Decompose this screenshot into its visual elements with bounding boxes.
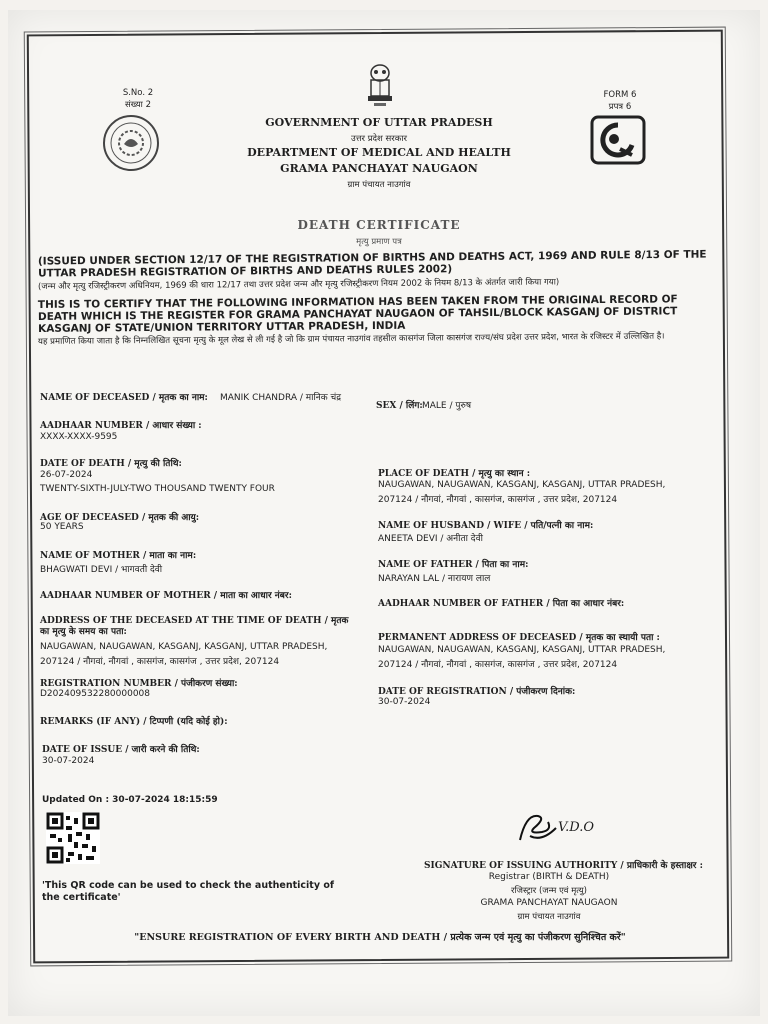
permanent-address-line1: NAUGAWAN, NAUGAWAN, KASGANJ, KASGANJ, UTTAR PRADESH,	[378, 645, 666, 655]
deceased-name-value: MANIK CHANDRA / मानिक चंद्र	[220, 393, 342, 403]
husband-wife-value: ANEETA DEVI / अनीता देवी	[378, 534, 483, 544]
form-number-hindi: प्रपत्र 6	[608, 102, 632, 112]
date-of-death-words: TWENTY-SIXTH-JULY-TWO THOUSAND TWENTY FOUR	[40, 484, 275, 494]
date-of-issue-label: DATE OF ISSUE / जारी करने की तिथि:	[42, 745, 200, 755]
age-value: 50 YEARS	[40, 522, 84, 532]
father-aadhaar-label: AADHAAR NUMBER OF FATHER / पिता का आधार नंबर:	[378, 599, 625, 609]
issued-under-text: (ISSUED UNDER SECTION 12/17 OF THE REGISTRATION OF BIRTHS AND DEATHS ACT, 1969 AND RULE 8/13 OF THE UTTAR PRADESH REGISTRATION OF BIRTHS AND DEATHS RULES 2002)	[37, 248, 707, 280]
remarks-label: REMARKS (IF ANY) / टिप्पणी (यदि कोई हो):	[40, 717, 228, 727]
age-label: AGE OF DECEASED / मृतक की आयु:	[40, 513, 200, 523]
up-government-seal-icon	[102, 114, 160, 172]
registration-date-value: 30-07-2024	[378, 697, 431, 707]
registrar-title-hindi: रजिस्ट्रार (जन्म एवं मृत्यु)	[511, 886, 587, 896]
aadhaar-value: XXXX-XXXX-9595	[40, 432, 118, 442]
mother-aadhaar-label: AADHAAR NUMBER OF MOTHER / माता का आधार नंबर:	[40, 591, 292, 601]
registration-slogan: "ENSURE REGISTRATION OF EVERY BIRTH AND DEATH / प्रत्येक जन्म एवं मृत्यु का पंजीकरण सुनिश्चित करें"	[134, 932, 626, 943]
qr-note: 'This QR code can be used to check the authenticity of the certificate'	[42, 880, 335, 903]
serial-number-hindi: संख्या 2	[125, 100, 151, 110]
date-of-issue-value: 30-07-2024	[42, 756, 95, 766]
sex-label: SEX / लिंग:	[376, 401, 423, 411]
permanent-address-line2: 207124 / नौगवां, नौगवां , कासगंज, कासगंज , उत्तर प्रदेश, 207124	[378, 660, 618, 670]
national-emblem-icon	[360, 64, 400, 110]
updated-on: Updated On : 30-07-2024 18:15:59	[42, 795, 218, 805]
certify-text-hindi: यह प्रमाणित किया जाता है कि निम्नलिखित सूचना मृत्यु के मूल लेख से ली गई है जो कि ग्राम पंचायत नाउगांव तहसील कासगंज जिला कासगंज राज्य/संघ प्रदेश उत्तर प्रदेश, भारत के रजिस्टर में उल्लिखित है।	[37, 331, 665, 347]
date-of-death-label: DATE OF DEATH / मृत्यु की तिथि:	[40, 459, 182, 469]
place-of-death-value-line2: 207124 / नौगवां, नौगवां , कासगंज, कासगंज , उत्तर प्रदेश, 207124	[378, 495, 618, 505]
address-at-death-line1: NAUGAWAN, NAUGAWAN, KASGANJ, KASGANJ, UTTAR PRADESH,	[40, 642, 328, 652]
registrar-title: Registrar (BIRTH & DEATH)	[488, 872, 610, 882]
father-name-label: NAME OF FATHER / पिता का नाम:	[378, 560, 529, 570]
mother-name-value: BHAGWATI DEVI / भागवती देवी	[40, 565, 163, 575]
government-title: GOVERNMENT OF UTTAR PRADESH	[265, 116, 493, 129]
certificate-title: DEATH CERTIFICATE	[297, 218, 461, 232]
sex-value: MALE / पुरुष	[422, 401, 472, 411]
permanent-address-label: PERMANENT ADDRESS OF DECEASED / मृतक का स्थायी पता :	[378, 633, 660, 643]
place-of-death-label: PLACE OF DEATH / मृत्यु का स्थान :	[378, 469, 531, 479]
registration-number-value: D202409532280000008	[40, 689, 150, 699]
deceased-name-label: NAME OF DECEASED / मृतक का नाम:	[40, 393, 208, 403]
panchayat-title-hindi: ग्राम पंचायत नाउगांव	[347, 180, 411, 190]
department-title: DEPARTMENT OF MEDICAL AND HEALTH	[247, 146, 511, 159]
father-name-value: NARAYAN LAL / नारायण लाल	[378, 574, 491, 584]
aadhaar-label: AADHAAR NUMBER / आधार संख्या :	[40, 421, 202, 431]
mother-name-label: NAME OF MOTHER / माता का नाम:	[40, 551, 197, 561]
registration-number-label: REGISTRATION NUMBER / पंजीकरण संख्या:	[40, 679, 238, 689]
signature-vdo: V.D.O	[558, 820, 594, 835]
date-of-death-value: 26-07-2024	[40, 470, 93, 480]
certificate-title-hindi: मृत्यु प्रमाण पत्र	[356, 237, 402, 247]
signature-label: SIGNATURE OF ISSUING AUTHORITY / प्राधिकारी के हस्ताक्षर :	[424, 861, 703, 871]
address-at-death-line2: 207124 / नौगवां, नौगवां , कासगंज, कासगंज , उत्तर प्रदेश, 207124	[40, 657, 280, 667]
issued-under-text-hindi: (जन्म और मृत्यु रजिस्ट्रीकरण अधिनियम, 1969 की धारा 12/17 तथा उत्तर प्रदेश जन्म और मृत्यु रजिस्ट्रीकरण नियम 2002 के नियम 8/13 के अंतर्गत जारी किया गया)	[37, 277, 560, 292]
panchayat-title: GRAMA PANCHAYAT NAUGAON	[280, 162, 478, 175]
serial-number: S.No. 2	[122, 88, 154, 98]
place-of-death-value-line1: NAUGAWAN, NAUGAWAN, KASGANJ, KASGANJ, UTTAR PRADESH,	[378, 480, 666, 490]
certify-text: THIS IS TO CERTIFY THAT THE FOLLOWING INFORMATION HAS BEEN TAKEN FROM THE ORIGINAL RECORD OF DEATH WHICH IS THE REGISTER FOR GRAMA PANCHAYAT NAUGAON OF TAHSIL/BLOCK KASGANJ OF DISTRICT KASGANJ OF STATE/UNION TERRITORY UTTAR PRADESH, INDIA	[37, 293, 678, 335]
registrar-panchayat-hindi: ग्राम पंचायत नाउगांव	[517, 912, 581, 922]
address-at-death-label: ADDRESS OF THE DECEASED AT THE TIME OF DEATH / मृतक का मृत्यु के समय का पता:	[40, 616, 349, 637]
husband-wife-label: NAME OF HUSBAND / WIFE / पति/पत्नी का नाम:	[378, 521, 594, 531]
birth-death-logo-icon	[590, 115, 646, 165]
government-title-hindi: उत्तर प्रदेश सरकार	[351, 134, 407, 144]
registrar-panchayat: GRAMA PANCHAYAT NAUGAON	[480, 898, 618, 908]
registration-date-label: DATE OF REGISTRATION / पंजीकरण दिनांक:	[378, 687, 576, 697]
qr-code-icon[interactable]	[46, 812, 100, 864]
form-number: FORM 6	[603, 90, 637, 100]
